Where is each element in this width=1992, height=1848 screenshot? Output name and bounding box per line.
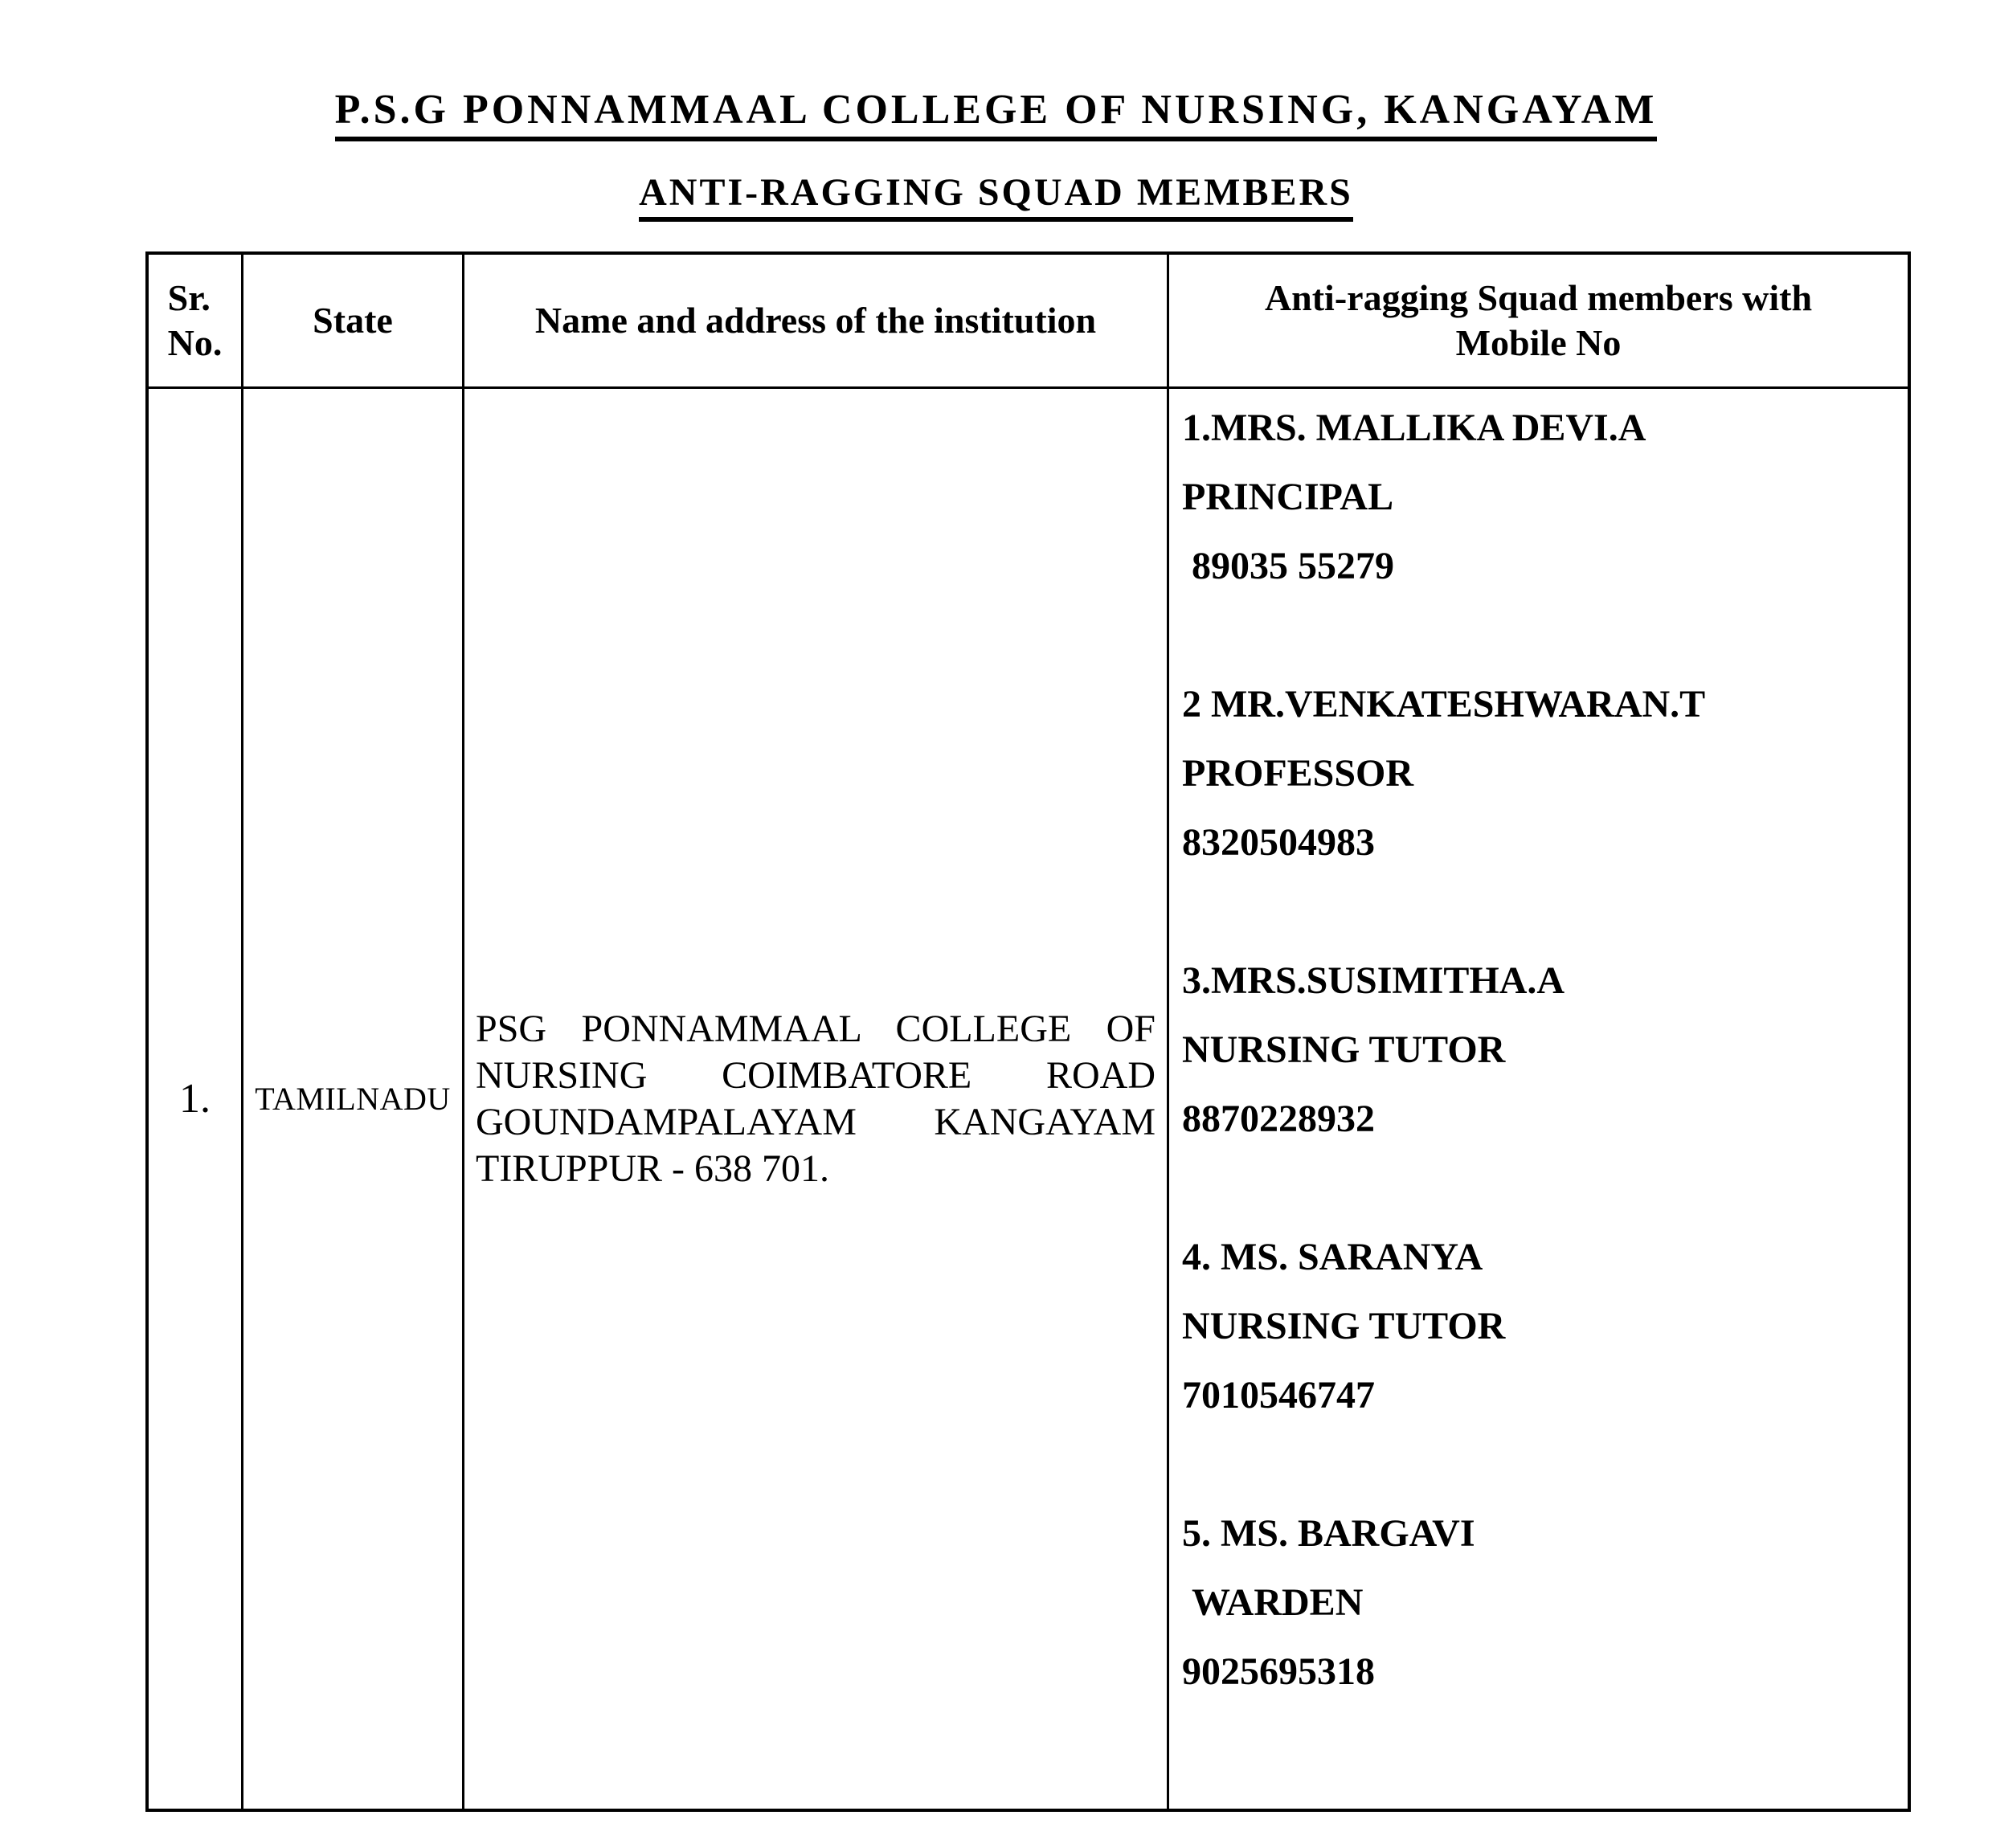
header-institution-text: Name and address of the institution xyxy=(534,300,1097,341)
member-name: 5. MS. BARGAVI xyxy=(1182,1512,1475,1555)
member-designation: WARDEN xyxy=(1182,1581,1364,1624)
header-sr-line1: Sr. xyxy=(167,277,211,318)
squad-member-entry xyxy=(1182,1499,1900,1707)
cell-squad-members xyxy=(1169,389,1908,1809)
member-designation: PRINCIPAL xyxy=(1182,476,1394,518)
header-members xyxy=(1169,255,1908,389)
page-title: P.S.G PONNAMMAAL COLLEGE OF NURSING, KANGAYAM xyxy=(335,89,1658,141)
institution-address-line: TIRUPPUR - 638 701. xyxy=(476,1147,830,1190)
subtitle-row xyxy=(0,171,1992,222)
member-name: 4. MS. SARANYA xyxy=(1182,1236,1483,1278)
member-name: 1.MRS. MALLIKA DEVI.A xyxy=(1182,407,1646,449)
member-mobile: 9025695318 xyxy=(1182,1650,1375,1693)
header-members-line2: Mobile No xyxy=(1455,322,1622,363)
member-designation: NURSING TUTOR xyxy=(1182,1028,1506,1071)
squad-member-entry xyxy=(1182,946,1900,1154)
squad-member-entry xyxy=(1182,394,1900,601)
anti-ragging-squad-table xyxy=(145,251,1911,1812)
squad-member-entry xyxy=(1182,1223,1900,1430)
page-subtitle: ANTI-RAGGING SQUAD MEMBERS xyxy=(639,174,1353,222)
member-mobile: 8320504983 xyxy=(1182,821,1375,864)
title-row xyxy=(0,89,1992,141)
cell-institution xyxy=(464,389,1169,1809)
member-designation: NURSING TUTOR xyxy=(1182,1305,1506,1347)
squad-member-entry xyxy=(1182,670,1900,877)
member-designation: PROFESSOR xyxy=(1182,752,1414,795)
header-members-line1: Anti-ragging Squad members with xyxy=(1264,277,1813,318)
header-sr-no xyxy=(149,255,243,389)
institution-address-line: NURSING COIMBATORE ROAD xyxy=(476,1053,1156,1097)
cell-sr-no: 1. xyxy=(149,389,243,1809)
header-state xyxy=(243,255,464,389)
member-mobile: 8870228932 xyxy=(1182,1098,1375,1140)
member-name: 3.MRS.SUSIMITHA.A xyxy=(1182,959,1565,1002)
cell-state: TAMILNADU xyxy=(243,389,464,1809)
institution-address-line: GOUNDAMPALAYAM KANGAYAM xyxy=(476,1100,1156,1143)
header-state-text: State xyxy=(313,300,393,341)
header-institution xyxy=(464,255,1169,389)
member-mobile: 7010546747 xyxy=(1182,1374,1375,1417)
header-sr-no-text xyxy=(168,276,223,366)
header-sr-line2: No. xyxy=(167,322,223,363)
member-mobile: 89035 55279 xyxy=(1182,545,1394,587)
institution-address-line: PSG PONNAMMAAL COLLEGE OF xyxy=(476,1007,1156,1050)
member-name: 2 MR.VENKATESHWARAN.T xyxy=(1182,683,1706,726)
